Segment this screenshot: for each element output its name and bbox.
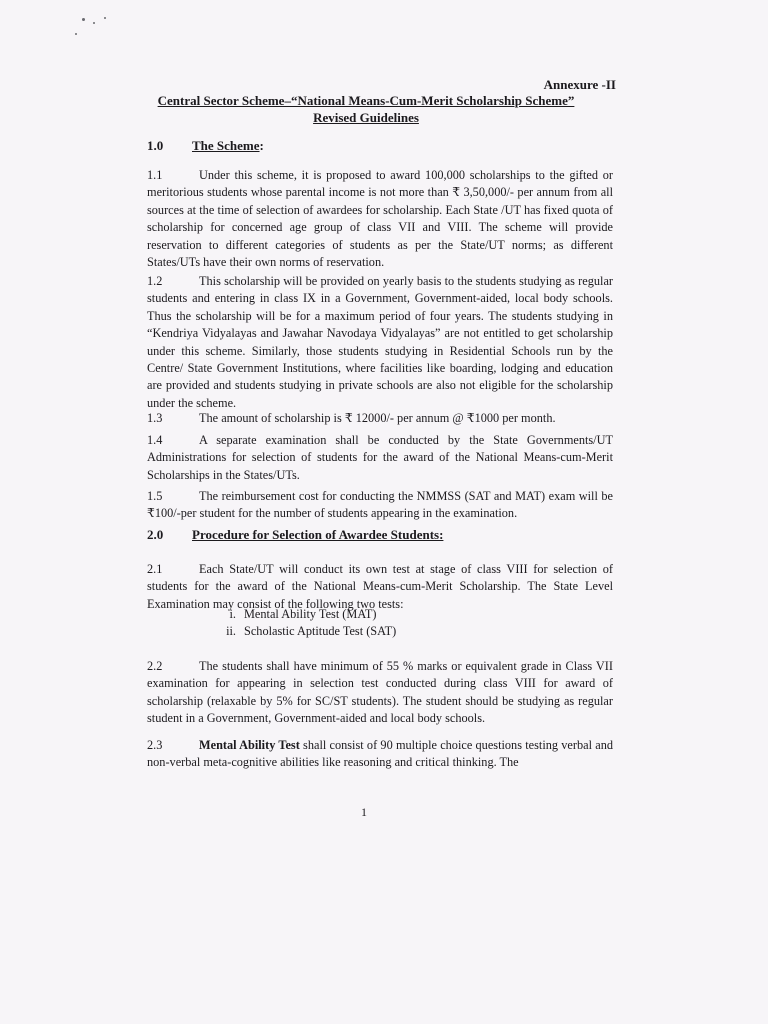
- paragraph-number: 2.2: [147, 659, 163, 673]
- document-subtitle: Revised Guidelines: [313, 110, 419, 125]
- paragraph-text: The amount of scholarship is ₹ 12000/- per annum @ ₹1000 per month.: [199, 411, 556, 425]
- paragraph-number: 1.3: [147, 411, 163, 425]
- list-marker: ii.: [226, 624, 236, 639]
- section-title: The Scheme: [192, 138, 260, 153]
- paragraph-number: 1.2: [147, 274, 163, 288]
- paragraph-text: Each State/UT will conduct its own test at stage of class VIII for selection of students for the award of the National Means-cum-Merit Scholarship. The State Level Examination may consist of the following two tests:: [147, 562, 613, 611]
- section-1-heading: 1.0 The Scheme:: [147, 138, 264, 153]
- paragraph-text: shall consist of 90 multiple choice questions testing verbal and non-verbal meta-cognitive abilities like reasoning and critical thinking. The: [147, 738, 614, 770]
- list-item-label: Scholastic Aptitude Test (SAT): [244, 624, 397, 639]
- test-list: [214, 606, 396, 641]
- list-item: [214, 606, 396, 623]
- list-item-label: Mental Ability Test (MAT): [244, 607, 377, 621]
- paragraph-text: The reimbursement cost for conducting the NMMSS (SAT and MAT) exam will be ₹100/-per student for the number of students appearing in the examination.: [147, 489, 613, 521]
- paragraph-2-2: [147, 658, 613, 728]
- paragraph-1-1: [147, 167, 613, 271]
- section-title: Procedure for Selection of Awardee Students:: [192, 527, 444, 542]
- paragraph-number: 1.4: [147, 433, 163, 447]
- paragraph-bold-term: Mental Ability Test: [199, 738, 300, 752]
- paragraph-number: 2.1: [147, 562, 163, 576]
- paragraph-text: This scholarship will be provided on yearly basis to the students studying as regular students and entering in class IX in a Government, Government-aided, local body schools. Thus the scholarship will be for a maximum period of four years. The students studying in “Kendriya Vidyalayas and Jawahar Navodaya Vidyalayas” are not entitled to get scholarship under this scheme. Similarly, those students studying in Residential Schools run by the Centre/ State Government Institutions, where facilities like boarding, lodging and education are provided and students studying in private schools are also not eligible for the scholarship under the scheme.: [147, 274, 613, 410]
- paragraph-number: 1.5: [147, 489, 163, 503]
- paragraph-number: 2.3: [147, 738, 163, 752]
- paragraph-number: 1.1: [147, 168, 163, 182]
- paragraph-1-4: [147, 432, 613, 484]
- list-marker: i.: [229, 607, 236, 621]
- paragraph-text: A separate examination shall be conducted by the State Governments/UT Administrations for selection of students for the award of the National Means-cum-Merit Scholarships in the States/UTs.: [147, 433, 613, 482]
- paragraph-1-2: [147, 273, 613, 412]
- list-item: [214, 623, 396, 640]
- section-number: 2.0: [147, 527, 164, 542]
- section-2-heading: [147, 527, 443, 543]
- page-number: 1: [361, 805, 367, 819]
- annexure-label: Annexure -II: [543, 77, 616, 92]
- paragraph-text: Under this scheme, it is proposed to award 100,000 scholarships to the gifted or meritorious students whose parental income is not more than ₹ 3,50,000/- per annum from all sources at the time of selection of awardees for scholarship. Each State /UT has fixed quota of scholarship for concerned age group of class VII and VIII. The scheme will provide reservation to different categories of students as per the State/UT norms; as different States/UTs have their own norms of reservation.: [147, 168, 613, 270]
- paragraph-2-3: [147, 737, 613, 772]
- paragraph-text: The students shall have minimum of 55 % marks or equivalent grade in Class VII examination for appearing in selection test conducted during class VIII for award of scholarship (relaxable by 5% for SC/ST students). The student should be studying as regular student in a Government, Government-aided and local body schools.: [147, 659, 613, 726]
- section-number: 1.0: [147, 138, 164, 153]
- paragraph-1-3: [147, 410, 613, 427]
- paragraph-1-5: [147, 488, 613, 523]
- document-title: Central Sector Scheme–“National Means-Cum-Merit Scholarship Scheme”: [157, 93, 575, 108]
